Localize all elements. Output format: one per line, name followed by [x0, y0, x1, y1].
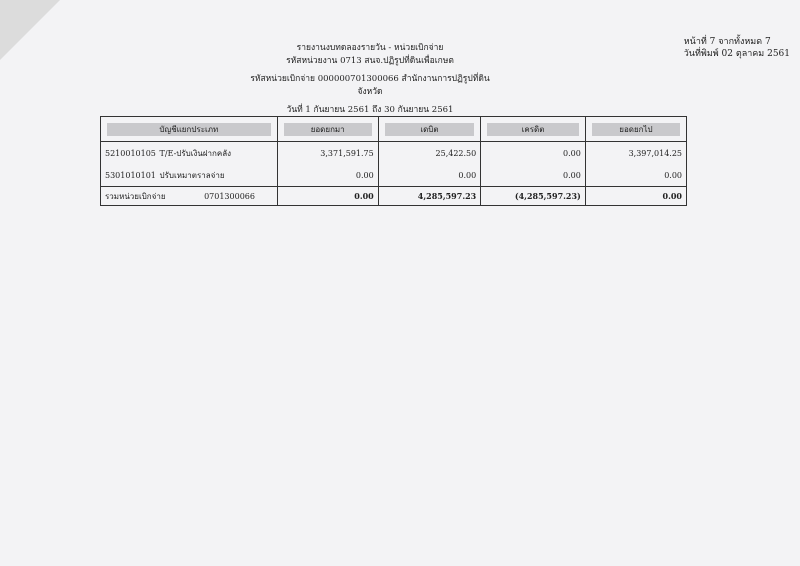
debit-value: 0.00: [378, 164, 481, 187]
brought-forward-value: 3,371,591.75: [277, 142, 378, 165]
carried-forward-value: 0.00: [585, 164, 686, 187]
account-code: 5210010105: [105, 148, 156, 158]
column-header-account: บัญชีแยกประเภท: [101, 117, 278, 142]
disbursement-unit: รหัสหน่วยเบิกจ่าย 000000701300066 สำนักงานการปฏิรูปที่ดินจังหวัด: [250, 74, 490, 97]
report-period: วันที่ 1 กันยายน 2561 ถึง 30 กันยายน 2561: [286, 105, 454, 115]
column-header-brought-forward: ยอดยกมา: [277, 117, 378, 142]
trial-balance-table: [100, 116, 687, 206]
brought-forward-value: 0.00: [277, 164, 378, 187]
total-unit-code: 0701300066: [204, 191, 255, 201]
report-title: รายงานงบทดลองรายวัน - หน่วยเบิกจ่าย: [296, 43, 444, 53]
column-header-debit: เดบิต: [378, 117, 481, 142]
table-header-row: [101, 117, 687, 142]
account-cell: [101, 142, 278, 165]
page-number: หน้าที่ 7 จากทั้งหมด 7: [683, 37, 771, 47]
credit-value: 0.00: [481, 164, 586, 187]
total-row: [101, 187, 687, 206]
credit-value: 0.00: [481, 142, 586, 165]
total-label: รวมหน่วยเบิกจ่าย: [105, 191, 166, 201]
debit-value: 25,422.50: [378, 142, 481, 165]
total-credit: (4,285,597.23): [481, 187, 586, 206]
total-brought-forward: 0.00: [277, 187, 378, 206]
table-row: [101, 142, 687, 165]
table-row: [101, 164, 687, 187]
report-header: [250, 42, 490, 117]
total-debit: 4,285,597.23: [378, 187, 481, 206]
carried-forward-value: 3,397,014.25: [585, 142, 686, 165]
account-code: 5301010101: [105, 170, 156, 180]
account-cell: [101, 164, 278, 187]
total-label-cell: [101, 187, 278, 206]
column-header-credit: เครดิต: [481, 117, 586, 142]
page-corner-fold: [0, 0, 60, 60]
total-carried-forward: 0.00: [585, 187, 686, 206]
print-date: วันที่พิมพ์ 02 ตุลาคม 2561: [683, 49, 790, 59]
account-name: ปรับเหมาตราลจ่าย: [159, 170, 225, 180]
account-name: T/E-ปรับเงินฝากคลัง: [159, 148, 232, 158]
column-header-carried-forward: ยอดยกไป: [585, 117, 686, 142]
agency-code: รหัสหน่วยงาน 0713 สนจ.ปฏิรูปที่ดินเพื่อเกษต: [286, 56, 454, 66]
page-info: [684, 36, 790, 60]
